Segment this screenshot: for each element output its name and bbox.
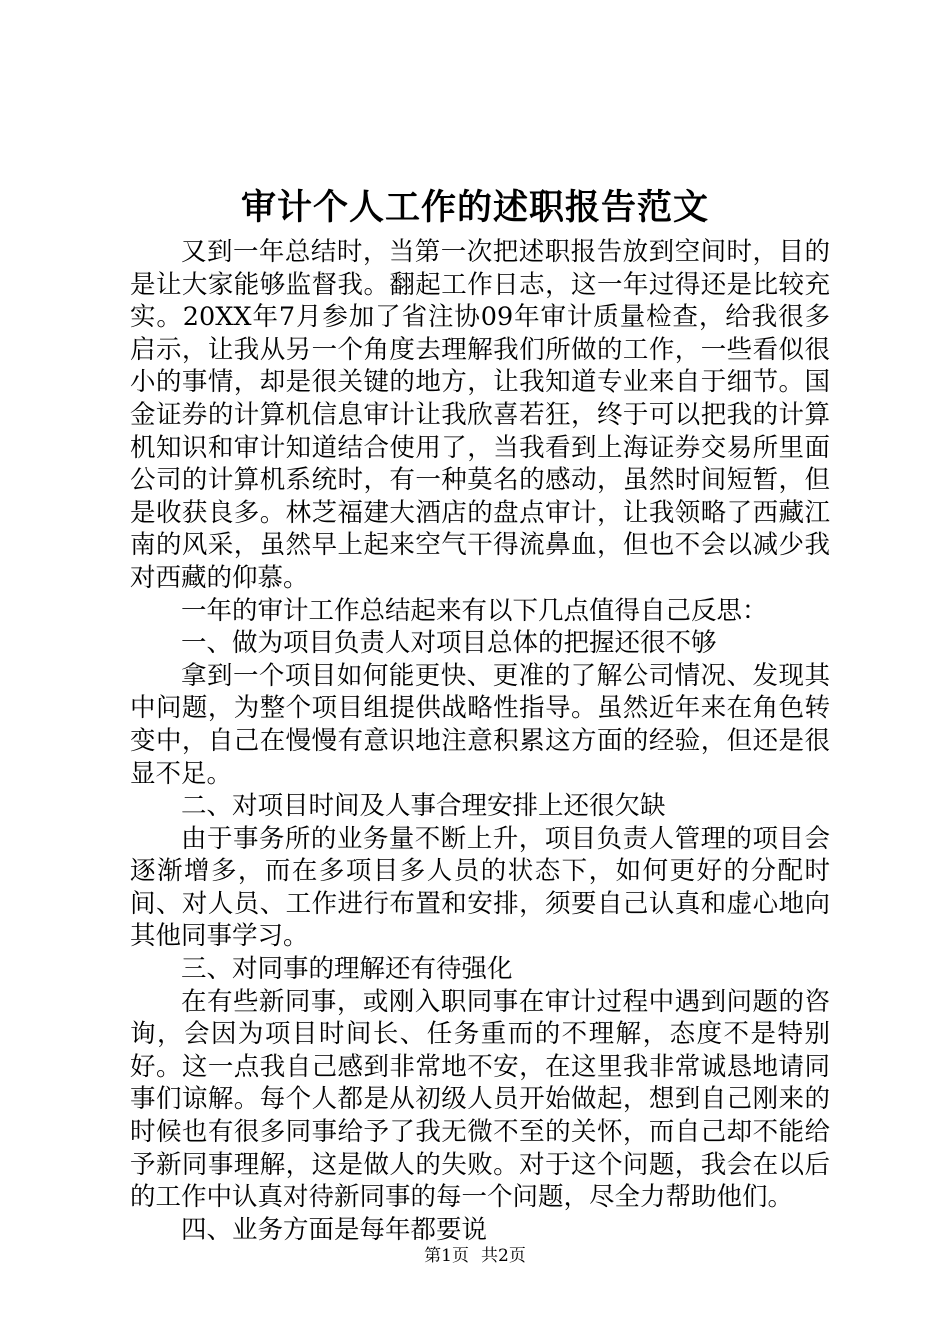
paragraph-reflection-lead: 一年的审计工作总结起来有以下几点值得自己反思： xyxy=(181,595,768,626)
page-number: 第1页 xyxy=(424,1246,469,1266)
paragraph-section-2: 由于事务所的业务量不断上升，项目负责人管理的项目会逐渐增多，而在多项目多人员的状态下，如何更好的分配时间、对人员、工作进行布置和安排，须要自己认真和虚心地向其他同事学习。 xyxy=(130,823,830,952)
paragraph-intro: 又到一年总结时，当第一次把述职报告放到空间时，目的是让大家能够监督我。翻起工作日志，这一年过得还是比较充实。20XX年7月参加了省注协09年审计质量检查，给我很多启示，让我从另一个角度去理解我们所做的工作，一些看似很小的事情，却是很关键的地方，让我知道专业来自于细节。国金证券的计算机信息审计让我欣喜若狂，终于可以把我的计算机知识和审计知道结合使用了，当我看到上海证券交易所里面公司的计算机系统时，有一种莫名的感动，虽然时间短暂，但是收获良多。林芝福建大酒店的盘点审计，让我领略了西藏江南的风采，虽然早上起来空气干得流鼻血，但也不会以减少我对西藏的仰慕。 xyxy=(130,237,830,593)
paragraph-section-3: 在有些新同事，或刚入职同事在审计过程中遇到问题的咨询，会因为项目时间长、任务重而的不理解，态度不是特别好。这一点我自己感到非常地不安，在这里我非常诚恳地请同事们谅解。每个人都是从初级人员开始做起，想到自己刚来的时候也有很多同事给予了我无微不至的关怀，而自己却不能给予新同事理解，这是做人的失败。对于这个问题，我会在以后的工作中认真对待新同事的每一个问题，尽全力帮助他们。 xyxy=(130,986,830,1213)
page-total: 共2页 xyxy=(481,1246,526,1266)
paragraph-section-1: 拿到一个项目如何能更快、更准的了解公司情况、发现其中问题，为整个项目组提供战略性指导。虽然近年来在角色转变中，自己在慢慢有意识地注意积累这方面的经验，但还是很显不足。 xyxy=(130,660,830,789)
document-title: 审计个人工作的述职报告范文 xyxy=(240,187,709,228)
section-heading-2: 二、对项目时间及人事合理安排上还很欠缺 xyxy=(181,791,666,822)
document-body xyxy=(130,236,830,1246)
page-footer xyxy=(0,1244,950,1268)
section-heading-3: 三、对同事的理解还有待强化 xyxy=(181,954,513,985)
section-heading-1: 一、做为项目负责人对项目总体的把握还很不够 xyxy=(181,628,717,659)
section-heading-4: 四、业务方面是每年都要说 xyxy=(181,1214,488,1245)
